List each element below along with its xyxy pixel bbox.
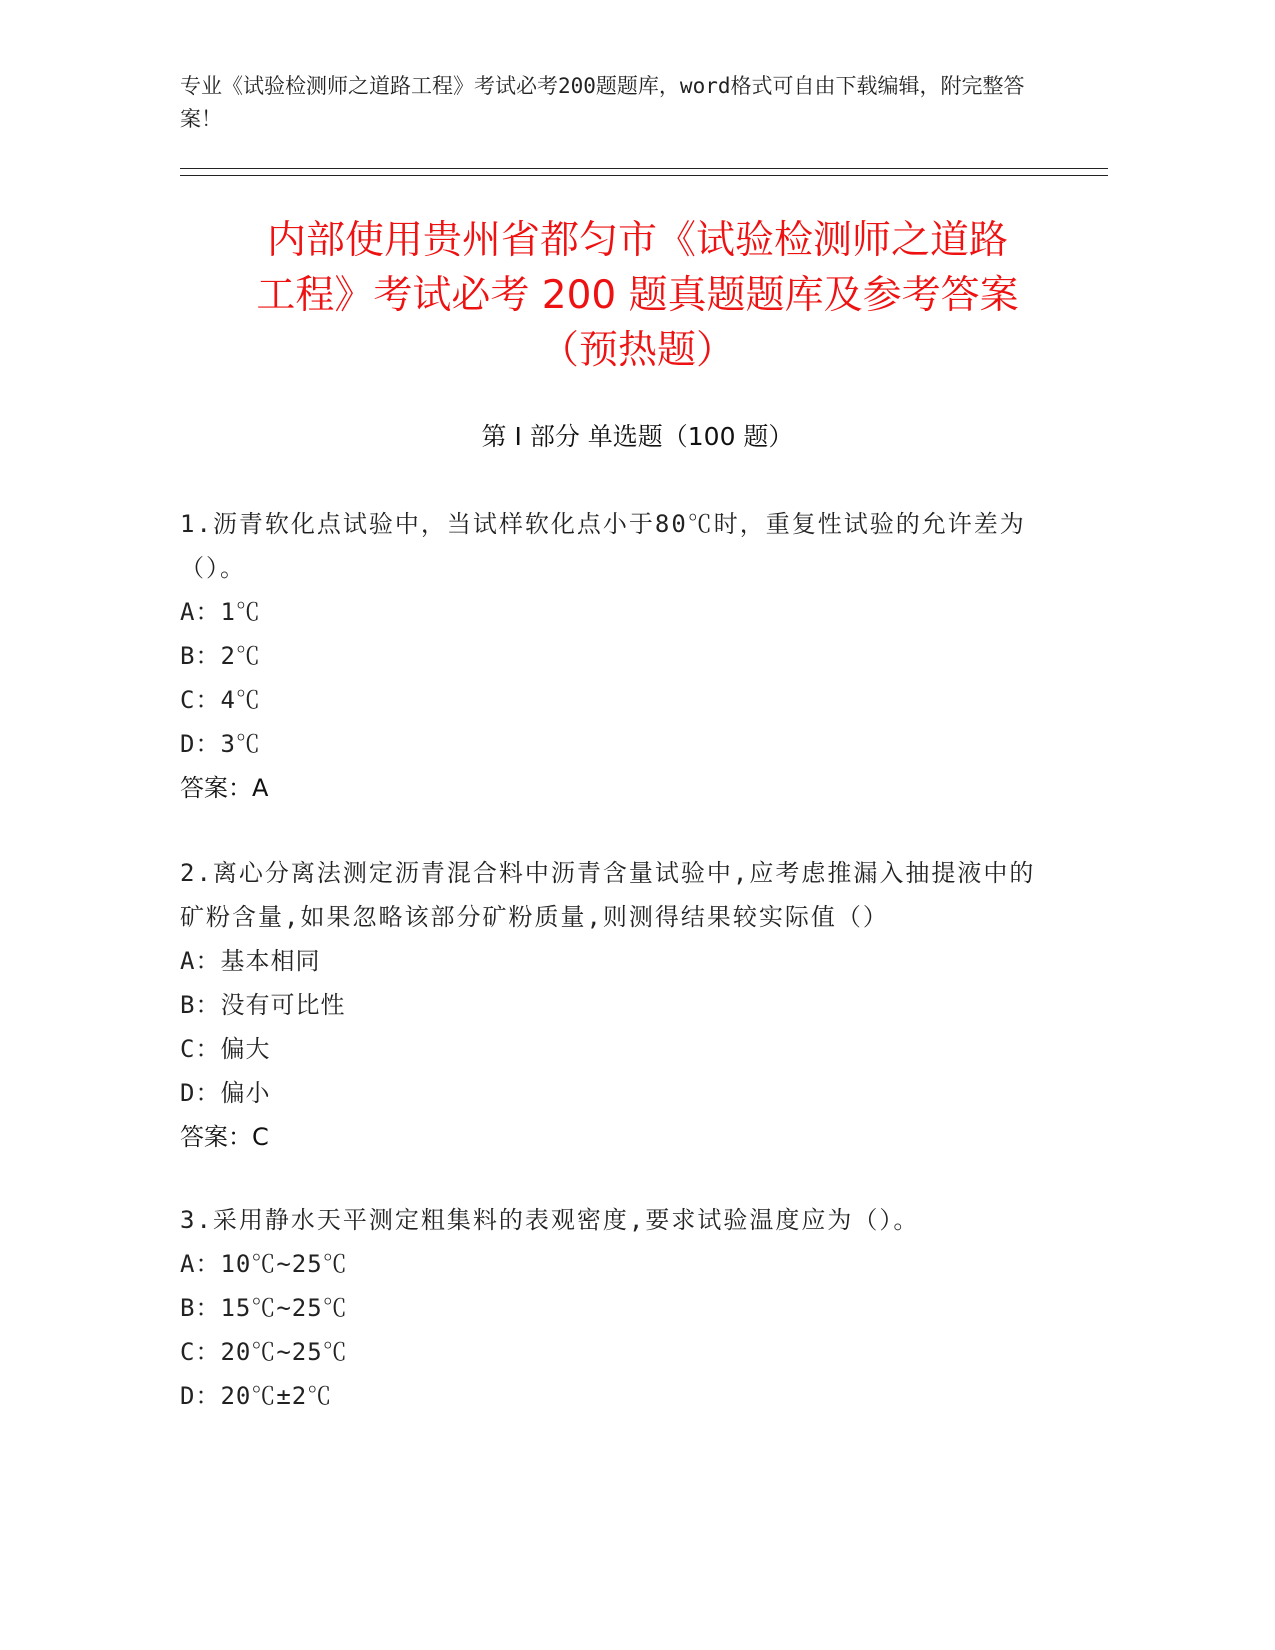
header-note: 专业《试验检测师之道路工程》考试必考200题题库，word格式可自由下载编辑，附完整答案！ (180, 74, 1025, 131)
option-c: C：偏大 (180, 1035, 271, 1063)
section-heading: 第 I 部分 单选题（100 题） (481, 422, 794, 451)
question-stem: 1.沥青软化点试验中，当试样软化点小于80℃时，重复性试验的允许差为（）。 (180, 510, 1026, 582)
answer: 答案：C (180, 1123, 269, 1151)
option-a: A：10℃~25℃ (180, 1250, 348, 1278)
option-d: D：3℃ (180, 730, 261, 758)
option-c: C：4℃ (180, 686, 261, 714)
document-title (160, 213, 1115, 378)
option-b: B：15℃~25℃ (180, 1294, 348, 1322)
header-divider-second (180, 175, 1108, 176)
option-a: A：1℃ (180, 598, 261, 626)
option-a: A：基本相同 (180, 947, 321, 975)
option-b: B：2℃ (180, 642, 261, 670)
option-d: D：偏小 (180, 1079, 271, 1107)
document-title-line-3: （预热题） (539, 328, 735, 373)
answer: 答案：A (180, 774, 269, 802)
option-d: D：20℃±2℃ (180, 1382, 333, 1410)
question-2 (180, 851, 1060, 1159)
question-stem: 2.离心分离法测定沥青混合料中沥青含量试验中,应考虑推漏入抽提液中的矿粉含量,如果忽略该部分矿粉质量,则测得结果较实际值（） (180, 859, 1036, 931)
question-stem: 3.采用静水天平测定粗集料的表观密度,要求试验温度应为（）。 (180, 1206, 920, 1234)
document-title-line-2: 工程》考试必考 200 题真题题库及参考答案 (256, 273, 1019, 318)
option-b: B：没有可比性 (180, 991, 346, 1019)
question-1 (180, 502, 1060, 810)
option-c: C：20℃~25℃ (180, 1338, 348, 1366)
header-divider (180, 168, 1108, 169)
question-3 (180, 1198, 1060, 1418)
document-title-line-1: 内部使用贵州省都匀市《试验检测师之道路 (266, 218, 1008, 263)
